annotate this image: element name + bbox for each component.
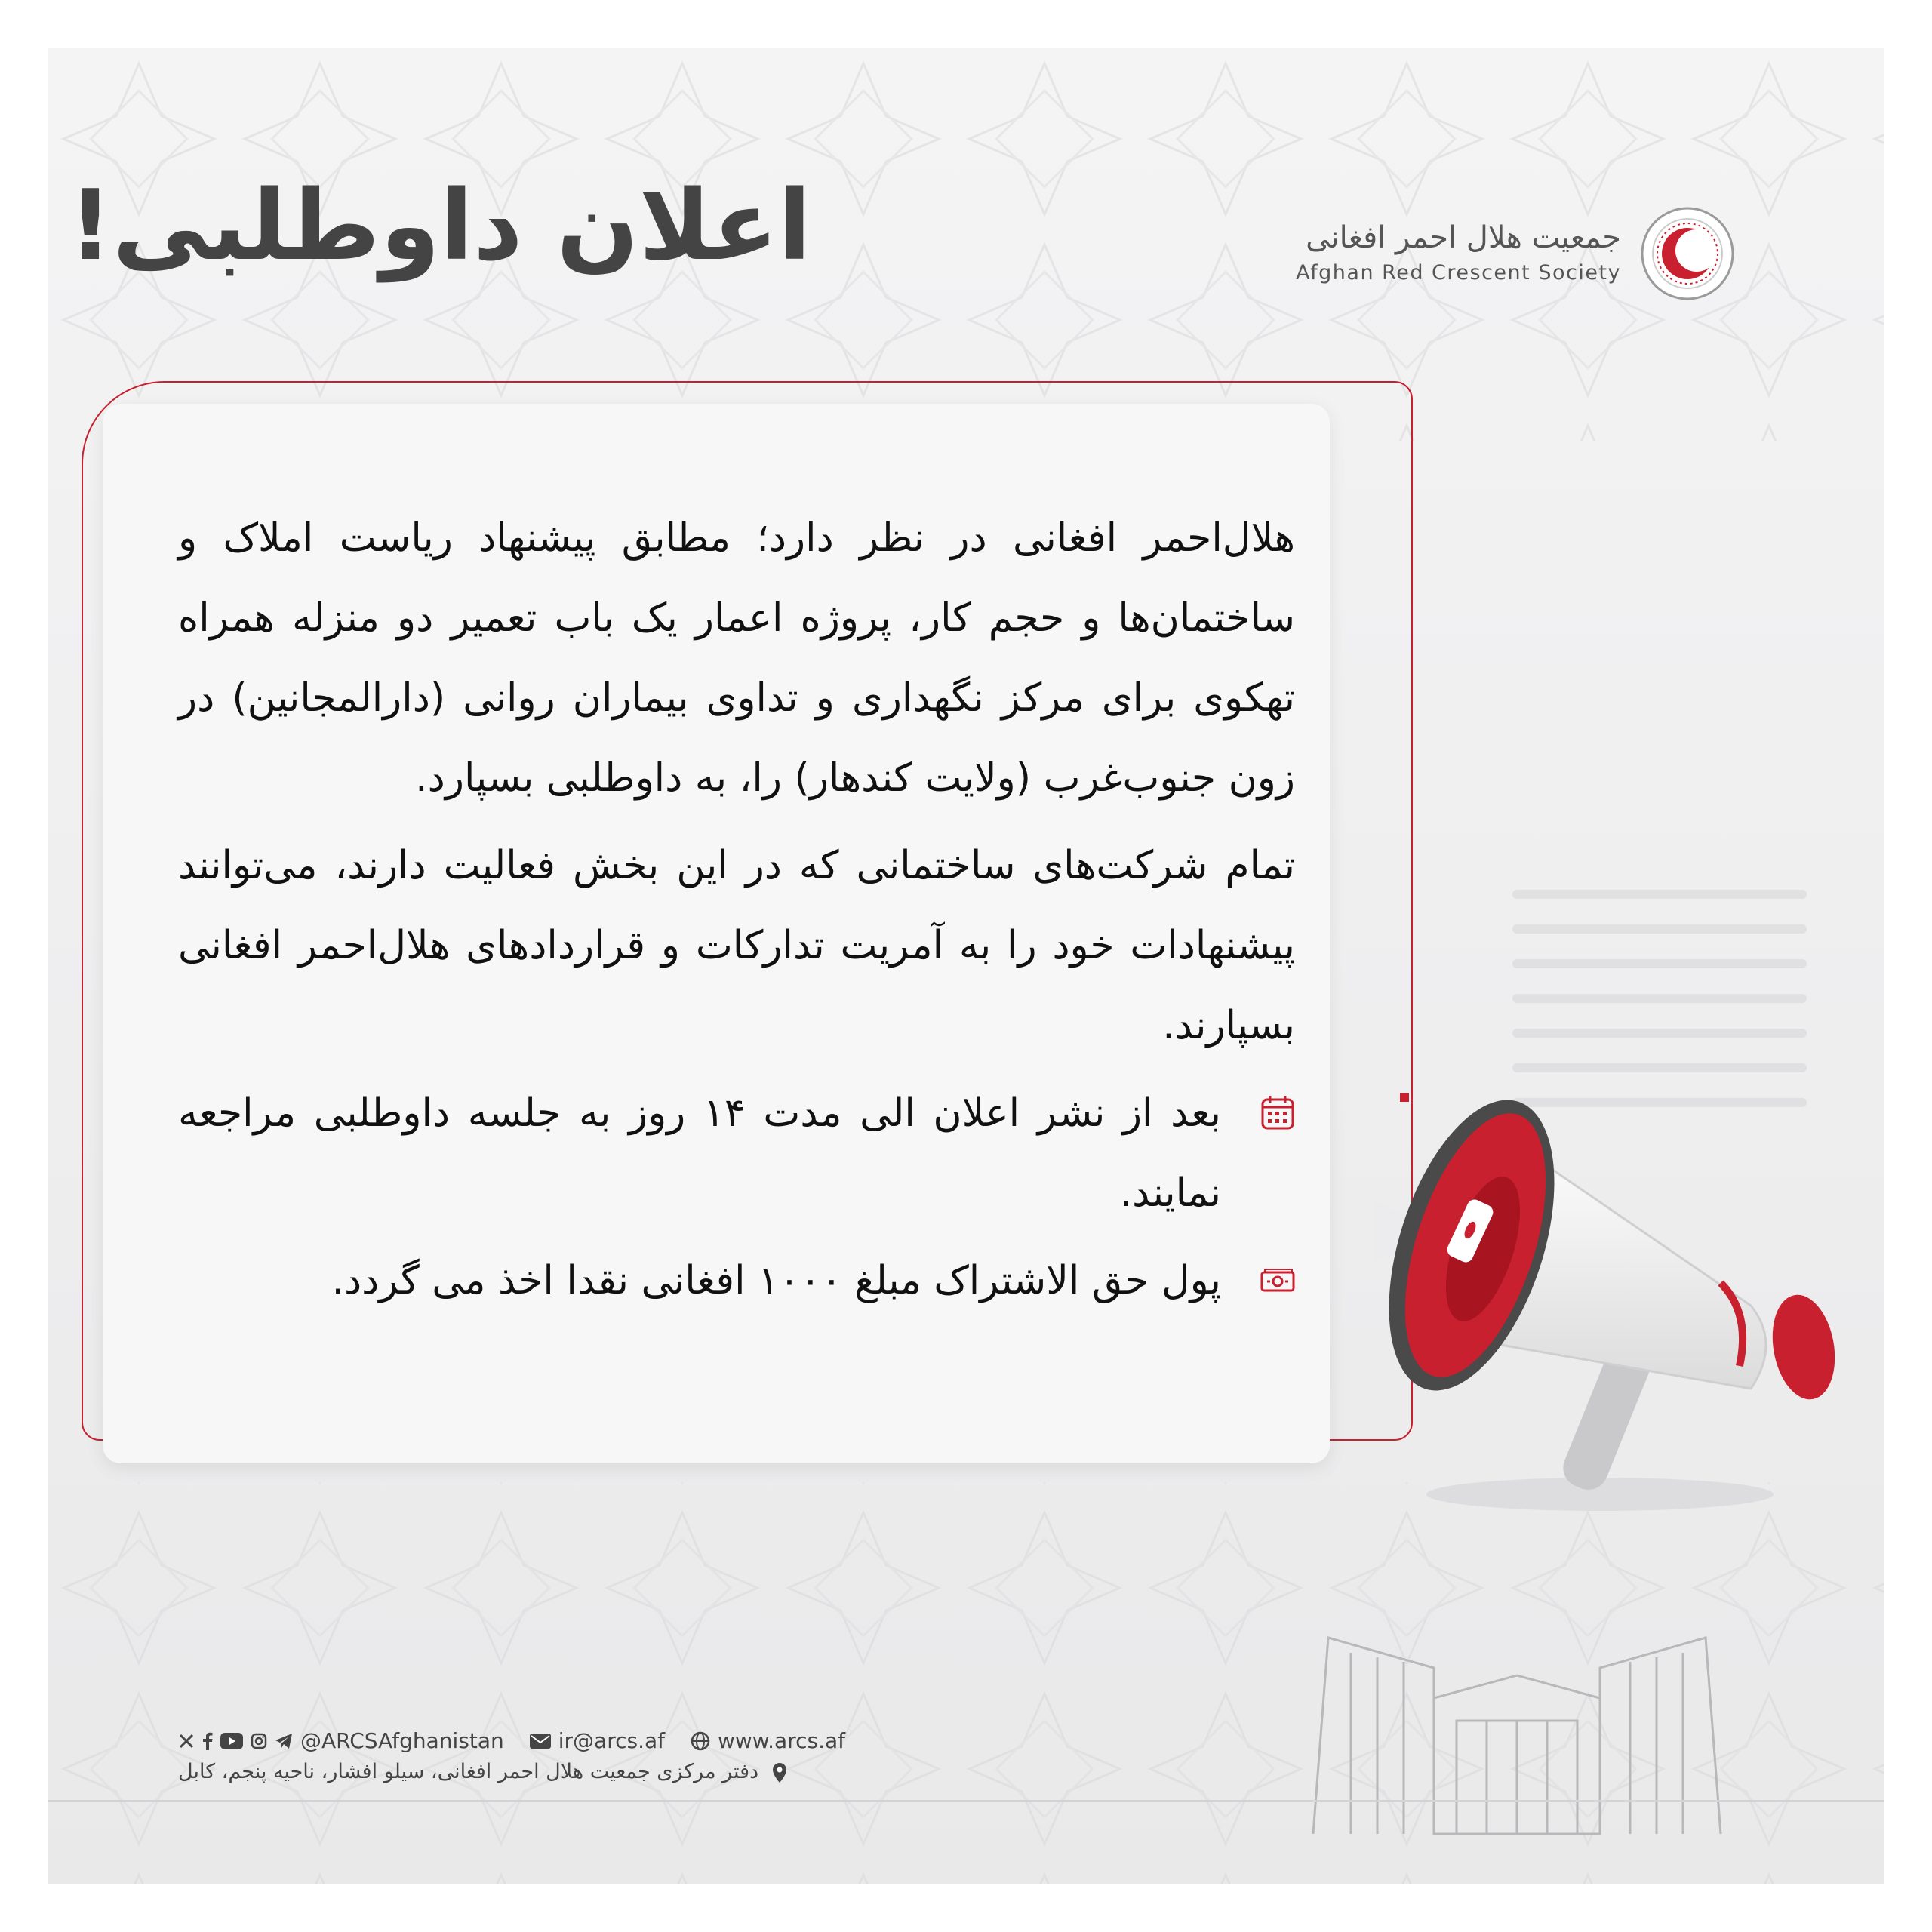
bullet-deadline — [178, 1073, 1295, 1233]
instagram-icon[interactable] — [251, 1733, 267, 1749]
social-handle[interactable]: @ARCSAfghanistan — [300, 1728, 504, 1753]
paragraph-1: هلال‌احمر افغانی در نظر دارد؛ مطابق پیشنهاد ریاست املاک و ساختمان‌ها و حجم کار، پروژه اعمار یک باب تعمیر دو منزله همراه تهکوی برای مرکز نگهداری و تداوی بیماران روانی (دارالمجانین) در زون جنوب‌غرب (ولایت کندهار) را، به داوطلبی بسپارد. — [178, 515, 1295, 801]
footer-contacts — [178, 1728, 845, 1753]
website-link[interactable]: www.arcs.af — [718, 1728, 845, 1753]
globe-icon — [691, 1731, 710, 1751]
arcs-logo — [1639, 205, 1736, 302]
mail-icon — [530, 1734, 551, 1749]
org-brand — [1296, 220, 1621, 285]
footer-address — [178, 1760, 786, 1783]
x-icon[interactable] — [178, 1733, 195, 1749]
calendar-icon — [1260, 1094, 1295, 1131]
telegram-icon[interactable] — [275, 1733, 293, 1749]
email-link[interactable]: ir@arcs.af — [558, 1728, 665, 1753]
address-text: دفتر مرکزی جمعیت هلال احمر افغانی، سیلو افشار، ناحیه پنجم، کابل — [178, 1760, 759, 1783]
bullet-fee — [178, 1241, 1295, 1321]
org-name-fa: جمعیت هلال احمر افغانی — [1306, 220, 1621, 255]
megaphone-icon — [1328, 1072, 1841, 1555]
building-illustration — [1306, 1607, 1728, 1841]
location-pin-icon — [773, 1763, 786, 1783]
paragraph-2: تمام شرکت‌های ساختمانی که در این بخش فعالیت دارند، می‌توانند پیشنهادات خود را به آمریت تدارکات و قراردادهای هلال‌احمر افغانی بسپارند. — [178, 843, 1295, 1048]
bullet-fee-text: پول حق الاشتراک مبلغ ۱۰۰۰ افغانی نقدا اخذ می گردد. — [331, 1258, 1221, 1303]
money-icon — [1260, 1262, 1295, 1298]
youtube-icon[interactable] — [220, 1733, 243, 1749]
footer-divider — [48, 1800, 1884, 1802]
page-title: اعلان داوطلبی! — [68, 170, 811, 282]
announcement-text — [178, 498, 1295, 1321]
facebook-icon[interactable] — [202, 1732, 213, 1750]
footer — [178, 1728, 845, 1753]
org-name-en: Afghan Red Crescent Society — [1296, 261, 1621, 285]
bullet-deadline-text: بعد از نشر اعلان الی مدت ۱۴ روز به جلسه داوطلبی مراجعه نمایند. — [178, 1091, 1221, 1216]
